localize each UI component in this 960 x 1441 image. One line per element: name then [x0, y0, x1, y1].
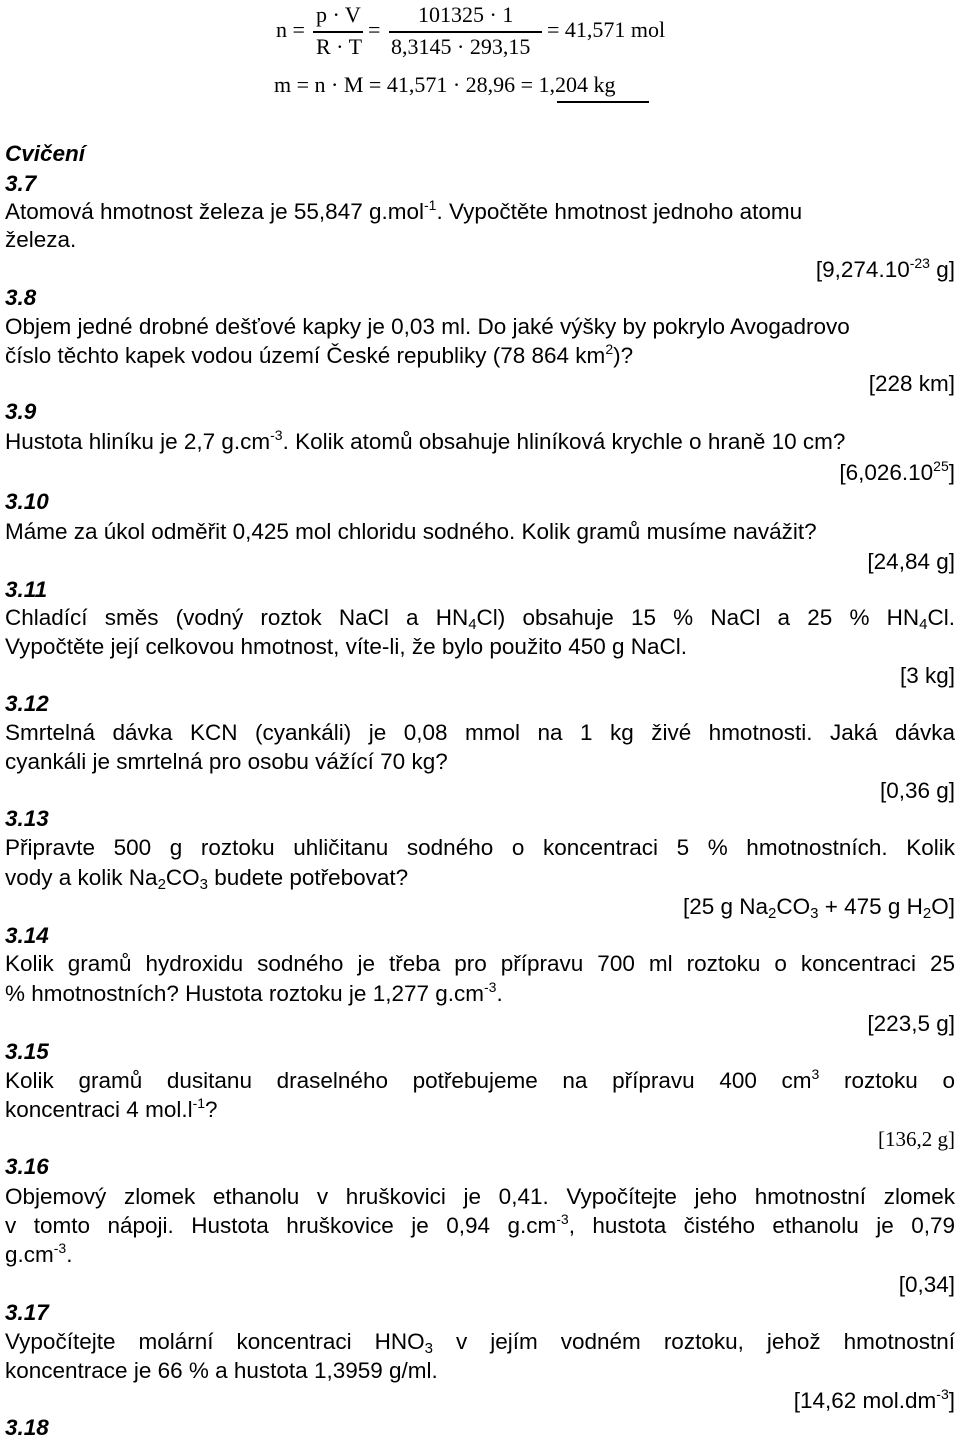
section-heading: Cvičení — [5, 141, 86, 166]
formula-frac1-denominator: R · T — [316, 34, 363, 59]
exercise-text: Vypočítejte molární koncentraci $HNO_3$ v jejím vodném roztoku, jehož hmotnostní — [5, 1329, 955, 1357]
exercise-text: koncentraci 4 $mol.l^{-1}$? — [5, 1095, 218, 1122]
exercise-number: 3.14 — [5, 923, 49, 948]
exercise-text: Smrtelná dávka KCN (cyankáli) je 0,08 mmol na 1 kg živé hmotnosti. Jaká dávka — [5, 720, 955, 745]
exercise-answer: [25 g $Na_2CO_3 + 475$ g $H_2O$] — [682, 894, 955, 922]
exercise-text: železa. — [5, 227, 77, 252]
exercise-answer: [14,62 $mol.dm^{-3}$] — [793, 1386, 955, 1413]
exercise-text: Objemový zlomek ethanolu v hruškovici je 0,41. Vypočítejte jeho hmotnostní zlomek — [5, 1184, 955, 1209]
exercise-answer: [0,36 g] — [879, 778, 955, 803]
exercise-answer: [228 km] — [868, 371, 955, 396]
exercise-text: Objem jedné drobné dešťové kapky je 0,03 ml. Do jaké výšky by pokrylo Avogadrovo — [5, 314, 850, 339]
exercise-answer: [6,026.10$^{25}$] — [839, 458, 955, 485]
exercise-number: 3.15 — [5, 1039, 49, 1064]
formula-n-lhs: n = — [276, 17, 305, 42]
formula-result1: = 41,571 mol — [547, 17, 666, 42]
exercise-text: číslo těchto kapek vodou území České republiky (78 864 $km^2$)? — [5, 341, 634, 368]
exercise-number: 3.11 — [5, 577, 48, 602]
exercise-number: 3.16 — [5, 1154, 49, 1179]
exercise-number: 3.7 — [5, 171, 37, 196]
exercise-answer: [$9,274.10^{-23}$ g] — [815, 255, 955, 282]
exercise-number: 3.17 — [5, 1300, 49, 1325]
exercise-text: v tomto nápoji. Hustota hruškovice je 0,94 $g.cm^{-3}$, hustota čistého ethanolu je 0,79 — [5, 1211, 955, 1238]
exercise-text: Chladící směs (vodný roztok NaCl a $HN_4Cl$) obsahuje 15 % NaCl a 25 % $HN_4Cl$. — [5, 605, 955, 633]
exercise-text: Vypočtěte její celkovou hmotnost, víte-li, že bylo použito 450 g NaCl. — [5, 634, 688, 659]
exercise-answer: [3 kg] — [899, 663, 955, 688]
formula-frac2-numerator: 101325 · 1 — [418, 2, 514, 27]
exercise-number: 3.18 — [5, 1415, 49, 1440]
exercise-text: Kolik gramů dusitanu draselného potřebujeme na přípravu 400 $cm^3$ roztoku o — [5, 1066, 955, 1093]
exercise-text: cyankáli je smrtelná pro osobu vážící 70 kg? — [5, 749, 448, 774]
exercise-number: 3.8 — [5, 285, 37, 310]
exercise-number: 3.13 — [5, 806, 49, 831]
exercise-answer: [0,34] — [898, 1272, 955, 1297]
exercise-answer: [223,5 g] — [867, 1011, 955, 1036]
exercise-text: Kolik gramů hydroxidu sodného je třeba pro přípravu 700 ml roztoku o koncentraci 25 — [5, 951, 955, 976]
formula-frac2-bar — [389, 31, 542, 33]
exercise-text: Máme za úkol odměřit 0,425 mol chloridu sodného. Kolik gramů musíme navážit? — [5, 519, 817, 544]
formula-frac2-denominator: 8,3145 · 293,15 — [391, 34, 531, 59]
formula-frac1-numerator: p · V — [316, 2, 361, 27]
exercise-text: vody a kolik $Na_2CO_3$ budete potřebovat? — [5, 865, 409, 893]
exercise-text: $g.cm^{-3}$. — [5, 1240, 73, 1267]
exercise-text: Připravte 500 g roztoku uhličitanu sodného o koncentraci 5 % hmotnostních. Kolik — [5, 835, 955, 860]
exercise-number: 3.12 — [5, 691, 49, 716]
formula-eq1: = — [368, 17, 381, 42]
exercise-text: % hmotnostních? Hustota roztoku je 1,277 $g.cm^{-3}$. — [5, 979, 503, 1006]
exercise-answer: [136,2 g] — [878, 1127, 955, 1151]
exercise-text: Atomová hmotnost železa je 55,847 g.mol$^{-1}$. Vypočtěte hmotnost jednoho atomu — [5, 197, 803, 224]
formula-line2: m = n · M = 41,571 · 28,96 = 1,204 kg — [274, 72, 616, 97]
exercise-number: 3.9 — [5, 399, 37, 424]
result-underline — [557, 101, 649, 103]
exercise-text: koncentrace je 66 % a hustota 1,3959 g/ml. — [5, 1358, 438, 1383]
exercise-number: 3.10 — [5, 489, 49, 514]
exercise-text: Hustota hliníku je 2,7 $g.cm^{-3}$. Kolik atomů obsahuje hliníková krychle o hraně 10 cm? — [5, 427, 846, 454]
formula-frac1-bar — [313, 31, 363, 33]
exercise-answer: [24,84 g] — [867, 549, 955, 574]
